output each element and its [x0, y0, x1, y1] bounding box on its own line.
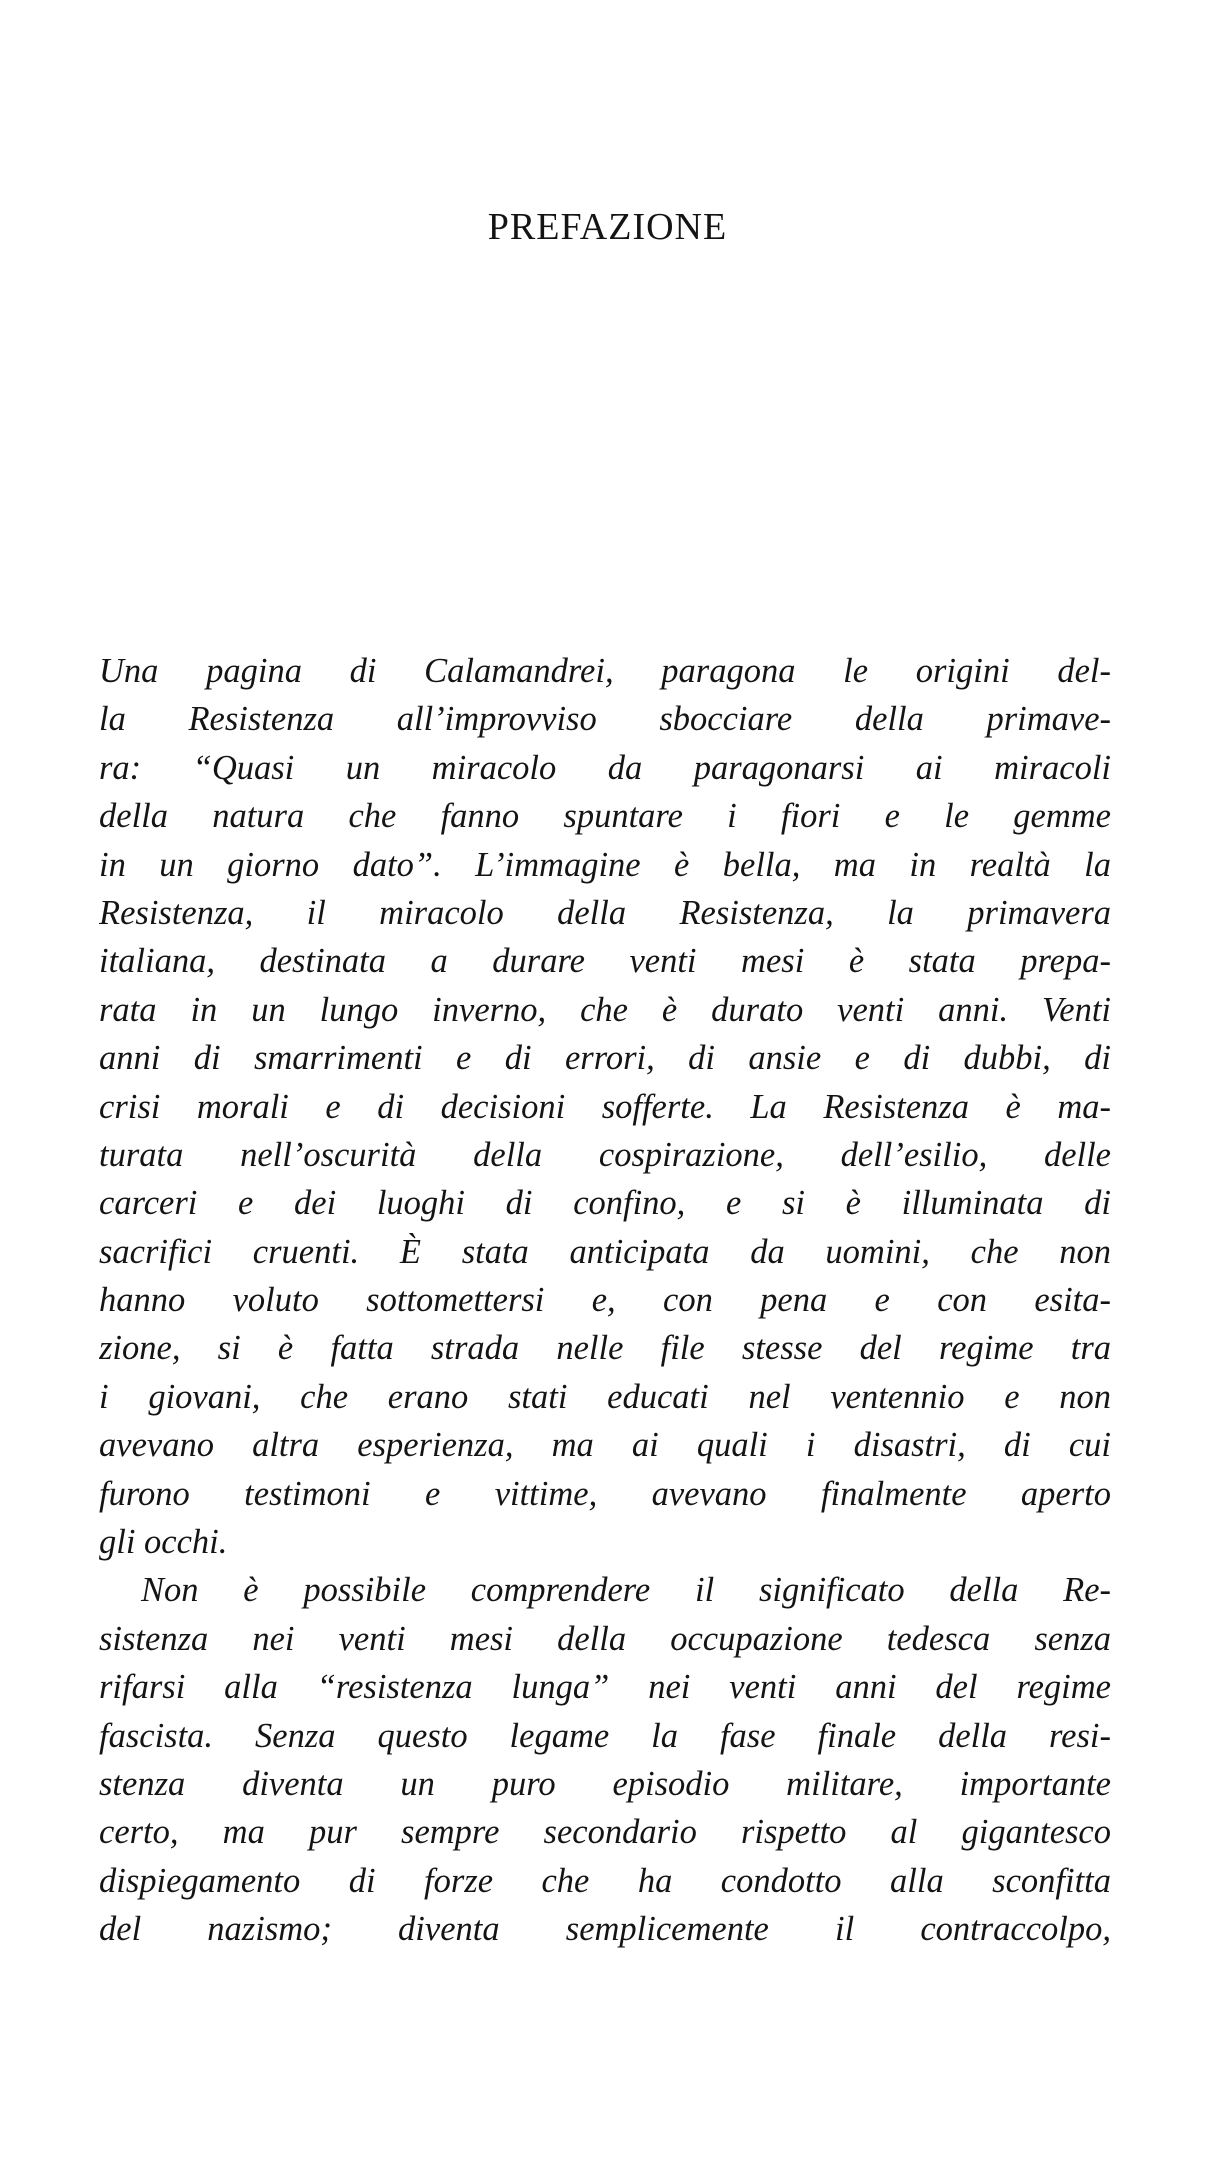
text-line: avevano altra esperienza, ma ai quali i disastri, di cui — [99, 1426, 1111, 1465]
text-line: crisi morali e di decisioni sofferte. La Resistenza è ma- — [99, 1087, 1111, 1126]
paragraph-1 — [99, 647, 1111, 1566]
body-text — [99, 647, 1111, 1954]
text-line: dispiegamento di forze che ha condotto alla sconfitta — [99, 1861, 1111, 1900]
text-line: la Resistenza all’improvviso sbocciare della primave- — [99, 700, 1111, 739]
text-line: hanno voluto sottomettersi e, con pena e con esita- — [99, 1281, 1111, 1320]
text-line: turata nell’oscurità della cospirazione, dell’esilio, delle — [99, 1135, 1111, 1174]
paragraph-2 — [99, 1566, 1111, 1953]
text-line: italiana, destinata a durare venti mesi è stata prepa- — [99, 942, 1111, 981]
text-line: carceri e dei luoghi di confino, e si è illuminata di — [99, 1184, 1111, 1223]
text-line: del nazismo; diventa semplicemente il contraccolpo, — [99, 1910, 1111, 1949]
text-line: rifarsi alla “resistenza lunga” nei venti anni del regime — [99, 1668, 1111, 1707]
text-line: sistenza nei venti mesi della occupazione tedesca senza — [99, 1619, 1111, 1658]
text-line: zione, si è fatta strada nelle file stesse del regime tra — [99, 1329, 1111, 1368]
text-line: ra: “Quasi un miracolo da paragonarsi ai miracoli — [99, 748, 1111, 787]
text-line: i giovani, che erano stati educati nel ventennio e non — [99, 1377, 1111, 1416]
text-line: certo, ma pur sempre secondario rispetto al gigantesco — [99, 1813, 1111, 1852]
text-line: in un giorno dato”. L’immagine è bella, ma in realtà la — [99, 845, 1111, 884]
text-line: furono testimoni e vittime, avevano finalmente aperto — [99, 1474, 1111, 1513]
text-line: della natura che fanno spuntare i fiori e le gemme — [99, 797, 1111, 836]
text-line: stenza diventa un puro episodio militare, importante — [99, 1764, 1111, 1803]
text-line: Non è possibile comprendere il significato della Re- — [141, 1571, 1111, 1610]
text-line: Resistenza, il miracolo della Resistenza, la primavera — [99, 893, 1111, 932]
text-line: anni di smarrimenti e di errori, di ansie e di dubbi, di — [99, 1039, 1111, 1078]
text-line: rata in un lungo inverno, che è durato venti anni. Venti — [99, 990, 1111, 1029]
text-line: fascista. Senza questo legame la fase finale della resi- — [99, 1716, 1111, 1755]
page-title: PREFAZIONE — [487, 206, 728, 248]
text-line: Una pagina di Calamandrei, paragona le origini del- — [99, 652, 1111, 690]
text-line: gli occhi. — [99, 1523, 228, 1562]
text-line: sacrifici cruenti. È stata anticipata da uomini, che non — [99, 1232, 1111, 1271]
